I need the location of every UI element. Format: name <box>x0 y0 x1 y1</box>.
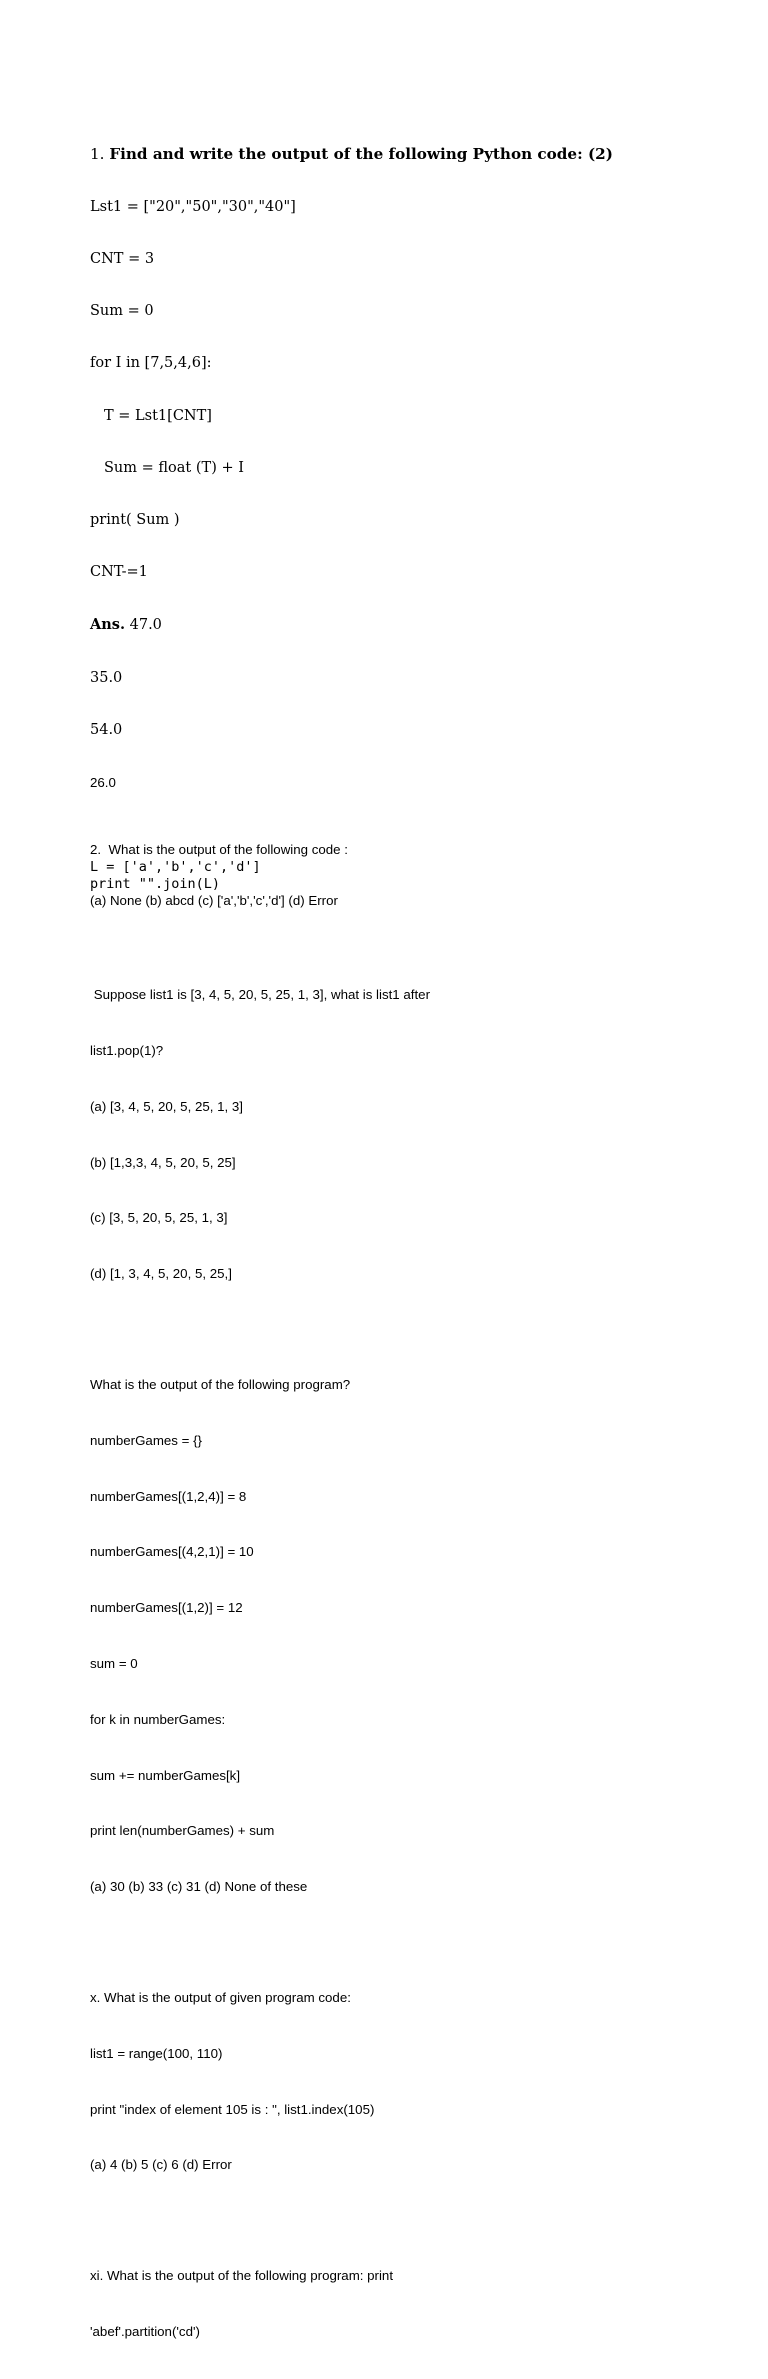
code-line: sum = 0 <box>90 1656 138 1671</box>
answer-value: 35.0 <box>90 669 123 686</box>
code-line: print len(numberGames) + sum <box>90 1823 275 1839</box>
code-line: print "".join(L) <box>90 875 221 892</box>
code-line: CNT-=1 <box>90 564 148 581</box>
code-line: print "index of element 105 is : ", list1.index(105) <box>90 2101 375 2117</box>
code-line: Sum = 0 <box>90 303 154 320</box>
code-line: numberGames[(1,2,4)] = 8 <box>90 1488 247 1504</box>
question-3-prompt: list1.pop(1)? <box>90 1043 164 1058</box>
answer-value: 26.0 <box>90 775 116 791</box>
code-line: sum += numberGames[k] <box>90 1767 241 1783</box>
answer-line <box>90 616 730 634</box>
question-2 <box>90 841 730 911</box>
question-2-options: (a) None (b) abcd (c) ['a','b','c','d'] (d) Error <box>90 893 338 909</box>
spacer <box>90 2212 730 2230</box>
question-5-options: (a) 4 (b) 5 (c) 6 (d) Error <box>90 2157 232 2173</box>
document-page <box>90 110 730 2379</box>
code-line: for I in [7,5,4,6]: <box>90 355 212 372</box>
question-6-prompt: xi. What is the output of the following program: print <box>90 2268 394 2284</box>
code-line: Lst1 = ["20","50","30","40"] <box>90 198 296 215</box>
question-2-prompt: 2. What is the output of the following code : <box>90 841 348 857</box>
spacer <box>90 1934 730 1952</box>
answer-label: Ans. <box>90 616 126 634</box>
question-1-title: Find and write the output of the following Python code: (2) <box>109 144 613 163</box>
spacer <box>90 1321 730 1339</box>
code-line: Sum = float (T) + I <box>104 459 244 476</box>
question-3 <box>90 949 730 1321</box>
question-4 <box>90 1339 730 1934</box>
option-a: (a) [3, 4, 5, 20, 5, 25, 1, 3] <box>90 1098 244 1114</box>
code-line: L = ['a','b','c','d'] <box>90 859 261 876</box>
question-5 <box>90 1952 730 2212</box>
option-b: (b) [1,3,3, 4, 5, 20, 5, 25] <box>90 1154 236 1170</box>
question-4-prompt: What is the output of the following program? <box>90 1377 351 1393</box>
answer-value: 47.0 <box>125 617 162 634</box>
code-line: print( Sum ) <box>90 511 180 528</box>
option-c: (c) [3, 5, 20, 5, 25, 1, 3] <box>90 1210 228 1226</box>
question-6 <box>90 2230 730 2379</box>
code-line: numberGames[(1,2)] = 12 <box>90 1600 243 1616</box>
question-3-prompt: Suppose list1 is [3, 4, 5, 20, 5, 25, 1, 3], what is list1 after <box>90 987 430 1003</box>
spacer <box>90 827 730 841</box>
code-line: numberGames = {} <box>90 1432 202 1448</box>
option-d: (d) [1, 3, 4, 5, 20, 5, 25,] <box>90 1266 232 1282</box>
question-1-heading <box>90 145 730 164</box>
question-4-options: (a) 30 (b) 33 (c) 31 (d) None of these <box>90 1879 308 1895</box>
code-line: for k in numberGames: <box>90 1711 226 1727</box>
code-line: CNT = 3 <box>90 250 155 267</box>
code-line: numberGames[(4,2,1)] = 10 <box>90 1544 254 1560</box>
question-6-prompt: 'abef'.partition('cd') <box>90 2324 200 2340</box>
answer-value: 54.0 <box>90 721 123 738</box>
question-1 <box>90 110 730 827</box>
code-line: T = Lst1[CNT] <box>104 407 212 424</box>
question-5-prompt: x. What is the output of given program code: <box>90 1990 351 2006</box>
question-1-number: 1. <box>90 144 110 163</box>
code-line: list1 = range(100, 110) <box>90 2045 223 2061</box>
spacer <box>90 911 730 949</box>
